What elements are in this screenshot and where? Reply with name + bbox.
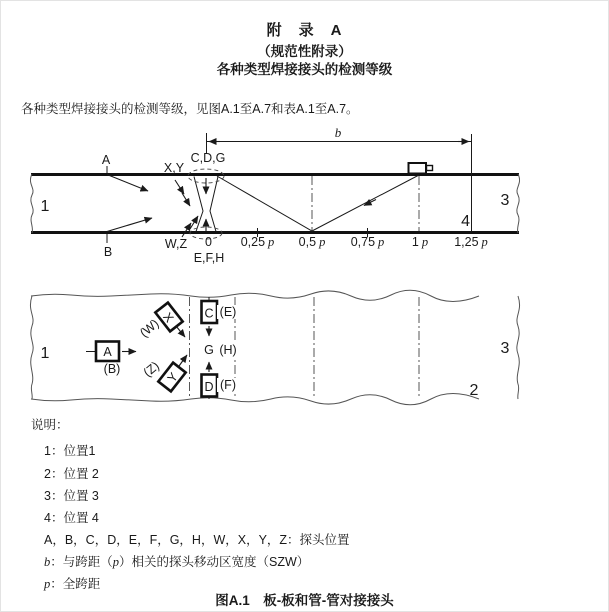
legend-p-definition: p：全跨距 — [44, 577, 101, 591]
fig2-position-3-label: 3 — [500, 340, 510, 357]
scale-125p: 1,25 — [454, 235, 479, 249]
arrow-wz-1 — [182, 223, 191, 237]
scale-075p: 0,75 — [350, 235, 376, 249]
label-paren-w: (W) — [137, 316, 162, 341]
arrow-xy-2 — [182, 193, 190, 206]
probe-y-box — [158, 363, 185, 392]
label-wz: W,Z — [164, 237, 188, 251]
legend-item-3: 3：位置 3 — [44, 489, 99, 503]
label-efh: E,F,H — [193, 251, 225, 265]
svg-text:0 — [205, 235, 212, 249]
legend-b-definition: b：与跨距（p）相关的探头移动区宽度（SZW） — [44, 555, 310, 569]
probe-x-letter: X — [160, 310, 177, 326]
legend-p-symbol-inline: p — [112, 555, 120, 569]
fig2-right-break-edge — [517, 296, 520, 399]
intro-paragraph: 各种类型焊接接头的检测等级，见图A.1至A.7和表A.1至A.7。 — [21, 102, 359, 116]
probe-y-arrow — [179, 355, 187, 366]
dimension-b-label: b — [334, 125, 342, 140]
figure2-plan-view — [30, 290, 519, 405]
legend-item-2: 2：位置 2 — [44, 467, 99, 481]
figure-caption: 图A.1 板-板和管-管对接接头 — [215, 593, 394, 608]
svg-text:0,75p: 0,75 p — [350, 235, 385, 249]
scale-0: 0 — [205, 235, 212, 249]
label-paren-z: (Z) — [140, 358, 162, 380]
beam-path — [217, 175, 419, 231]
legend-heading: 说明： — [31, 418, 69, 432]
label-cdg: C,D,G — [190, 151, 226, 165]
label-paren-e: (E) — [219, 305, 237, 319]
svg-text:1,25p: 1,25 p — [454, 235, 488, 249]
label-paren-f: (F) — [220, 378, 236, 392]
appendix-title: 附 录 A — [266, 22, 343, 39]
fig1-position-1-label: 1 — [40, 198, 50, 215]
svg-text:0,5p: 0,5 p — [298, 235, 326, 249]
fig2-top-edge — [31, 290, 479, 301]
fig1-position-4-label: 4 — [461, 213, 470, 230]
fig1-position-3-label: 3 — [500, 192, 510, 209]
arrow-xy-1 — [175, 180, 184, 194]
probe-d-letter: D — [204, 380, 214, 394]
fig1-left-break-edge — [30, 174, 33, 233]
probe-y-letter: Y — [164, 370, 181, 386]
appendix-subtitle: （规范性附录） — [257, 44, 352, 59]
legend-item-1: 1：位置1 — [44, 444, 96, 458]
probe-symbol — [409, 163, 433, 174]
figures-canvas — [1, 119, 609, 411]
svg-text:1p: 1 p — [411, 235, 429, 249]
dimension-b — [207, 125, 472, 154]
label-a: A — [101, 153, 111, 167]
fig2-left-break-edge — [30, 296, 33, 399]
scale-05p: 0,5 — [298, 235, 317, 249]
legend-p-symbol: p — [44, 577, 51, 591]
fig2-position-1-label: 1 — [40, 345, 50, 362]
probe-c-letter: C — [204, 306, 214, 321]
label-xy: X,Y — [163, 161, 185, 175]
probe-a-letter: A — [103, 345, 112, 359]
fig2-position-2-label: 2 — [469, 382, 479, 399]
fig1-right-break-edge — [517, 174, 520, 233]
figure1-cross-section — [30, 125, 519, 265]
appendix-heading: 各种类型焊接接头的检测等级 — [216, 62, 393, 77]
scale-025p: 0,25 — [240, 235, 266, 249]
legend-probe-positions: A，B，C，D，E，F，G，H，W，X，Y，Z：探头位置 — [44, 533, 350, 547]
label-paren-b: (B) — [103, 362, 121, 376]
label-b: B — [103, 245, 113, 259]
weld-right-face — [210, 177, 218, 232]
probe-x-arrow — [176, 326, 185, 337]
arrow-a — [107, 175, 148, 192]
scale-1p: 1 — [411, 235, 419, 249]
arrow-wz-2 — [190, 216, 198, 229]
weld-left-face — [194, 177, 203, 232]
legend-b-symbol: b — [44, 555, 51, 569]
svg-text:0,25p: 0,25 p — [240, 235, 275, 249]
label-paren-h: (H) — [219, 343, 237, 357]
arrow-b — [107, 218, 152, 232]
legend-item-4: 4：位置 4 — [44, 511, 99, 525]
label-g: G — [204, 343, 214, 357]
fig2-bottom-edge — [31, 394, 479, 405]
